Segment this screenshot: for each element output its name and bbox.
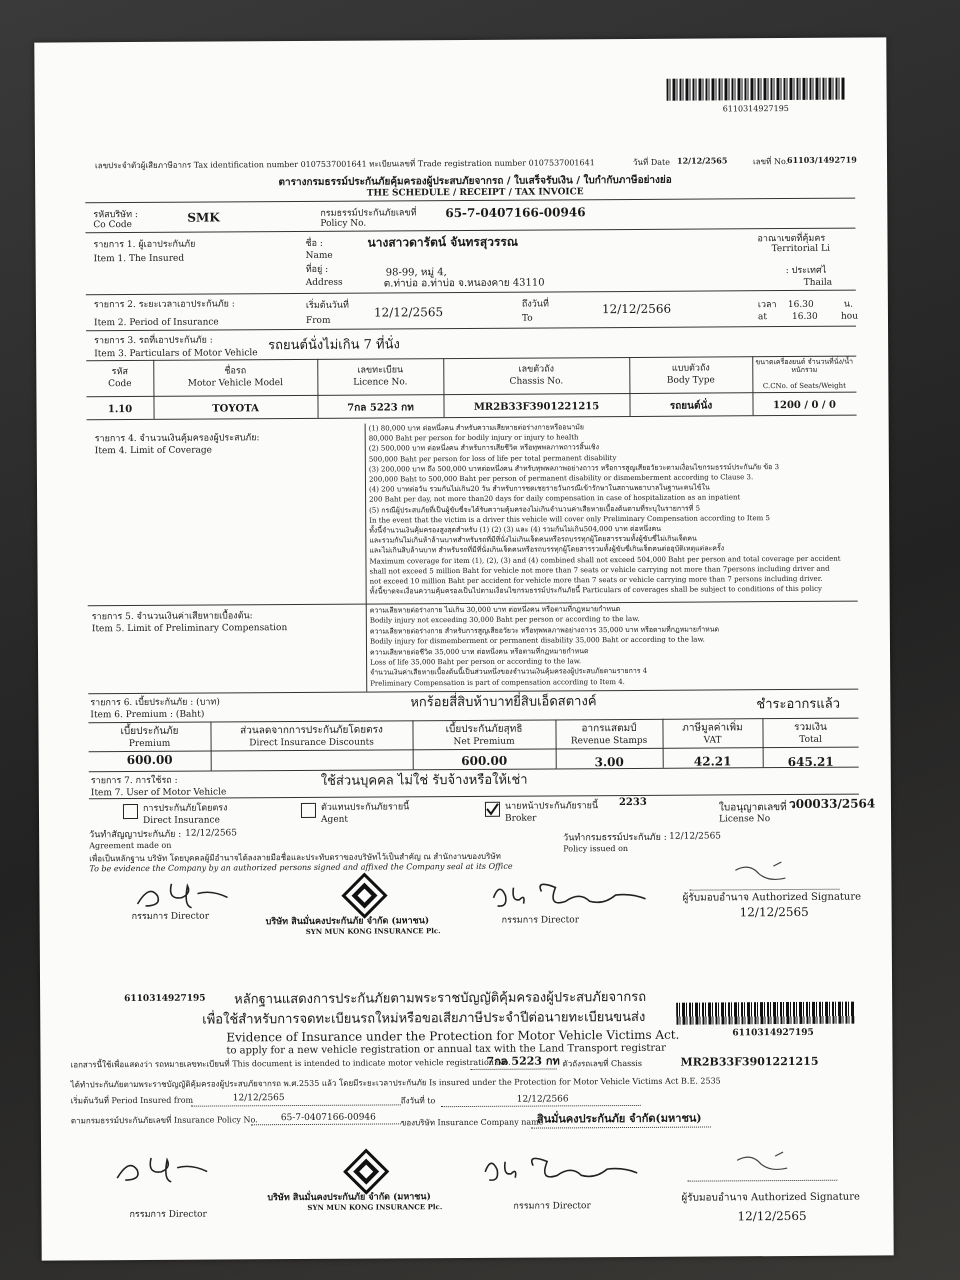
address-line2: ต.ท่าบ่อ อ.ท่าบ่อ จ.หนองคาย 43110 bbox=[383, 277, 545, 290]
coverage-line: In the event that the victim is a driver this vehicle will cover only Preliminary Compensation according to Item 5 bbox=[369, 513, 770, 525]
chassis-value: MR2B33F3901221215 bbox=[680, 1054, 819, 1069]
stamp-paid: ชำระอากรแล้ว bbox=[756, 696, 841, 713]
vh-licence-en: Licence No. bbox=[353, 377, 408, 388]
authorized-signature-2 bbox=[731, 1150, 801, 1176]
vr-cc: 1200 / 0 / 0 bbox=[772, 399, 837, 412]
address-line1: 98-99, หมู่ 4, bbox=[385, 267, 447, 279]
chassis-label: ตัวถังรถเลขที่ Chassis bbox=[562, 1058, 642, 1069]
authorized-date-1: 12/12/2565 bbox=[739, 904, 809, 920]
vh-model-en: Motor Vehicle Model bbox=[187, 378, 284, 389]
ph-discount-th: ส่วนลดจากการประกันภัยโดยตรง bbox=[240, 724, 383, 737]
vh-licence-th: เลขทะเบียน bbox=[357, 365, 404, 376]
to-value: 12/12/2566 bbox=[601, 301, 672, 317]
director-label-1: กรรมการ Director bbox=[131, 911, 210, 923]
evidence-title-en1: Evidence of Insurance under the Protection for Motor Vehicle Victims Act. bbox=[226, 1027, 680, 1045]
direct-th: การประกันภัยโดยตรง bbox=[142, 803, 228, 814]
prelim-line: จำนวนเงินค่าเสียหายเบื้องต้นนี้เป็นส่วนหนึ่งของจำนวนเงินคุ้มครองผู้ประสบภัยตามรายการ 4 bbox=[370, 667, 648, 678]
insured-item-th: รายการ 1. ผู้เอาประกันภัย bbox=[93, 239, 196, 251]
company-label: ของบริษัท Insurance Company name bbox=[400, 1117, 544, 1128]
prelim-line: Bodily injury not exceeding 30,000 Baht per person or according to the law. bbox=[369, 615, 640, 625]
agent-en: Agent bbox=[321, 814, 349, 825]
vh-code-en: Code bbox=[108, 379, 132, 390]
vr-chassis: MR2B33F3901221215 bbox=[473, 401, 600, 413]
vh-code-th: รหัส bbox=[111, 367, 128, 378]
agent-checkbox bbox=[301, 803, 316, 818]
pv-total: 645.21 bbox=[787, 754, 834, 770]
prelim-line: Bodily injury for dismemberment or permanent disability 35,000 Baht or according to the law. bbox=[369, 635, 705, 646]
issued-th: วันทำกรมธรรม์ประกันภัย : bbox=[563, 832, 667, 844]
made-en: Agreement made on bbox=[89, 840, 172, 851]
director-label-2: กรรมการ Director bbox=[501, 915, 580, 926]
prelim-line: Loss of life 35,000 Baht per person or according to the law. bbox=[370, 657, 582, 667]
company-name-th-1: บริษัท สินมั่นคงประกันภัย จำกัด (มหาชน) bbox=[265, 916, 430, 928]
coverage-line: (2) 500,000 บาท ต่อหนึ่งคน สำหรับการเสียชีวิต หรือทุพพลภาพถาวรสิ้นเชิง bbox=[368, 443, 600, 453]
evidence-th: เพื่อเป็นหลักฐาน บริษัท โดยบุคคลผู้มีอำนาจได้ลงลายมือชื่อและประทับตราของบริษัทไว้เป็นสำคัญ ณ สำนักงานของบริษัท bbox=[89, 851, 501, 864]
coverage-line: และรวมกันไม่เกินห้าล้านบาทสำหรับรถที่มีที่นั่งไม่เกินเจ็ดคนหรือรถบรรทุกผู้โดยสารรวมทั้งผู้ขับขี่ไม่เกินเจ็ดคน bbox=[369, 534, 697, 545]
checkmark-icon bbox=[485, 802, 500, 817]
barcode-number-top: 6110314927195 bbox=[722, 104, 789, 114]
company-name-en-1: SYN MUN KONG INSURANCE Plc. bbox=[305, 926, 441, 936]
policy-no-value: 65-7-0407166-00946 bbox=[445, 205, 586, 221]
made-value: 12/12/2565 bbox=[185, 828, 238, 839]
policy-label: ตามกรมธรรม์ประกันภัยเลขที่ Insurance Policy No. bbox=[70, 1115, 258, 1126]
co-code-en: Co Code bbox=[93, 220, 132, 231]
prelim-item-en: Item 5. Limit of Preliminary Compensation bbox=[91, 623, 288, 635]
authorized-date-2: 12/12/2565 bbox=[737, 1208, 807, 1224]
authorized-label-2: ผู้รับมอบอำนาจ Authorized Signature bbox=[681, 1191, 860, 1204]
license-value: ว00033/2564 bbox=[788, 796, 876, 812]
prelim-line: Preliminary Compensation is part of compensation according to Item 4. bbox=[370, 677, 625, 688]
authorized-signature bbox=[729, 860, 799, 886]
vehicle-item-th: รายการ 3. รถที่เอาประกันภัย : bbox=[94, 335, 213, 347]
prelim-line: ความเสียหายต่อร่างกาย ไม่เกิน 30,000 บาท ต่อหนึ่งคน หรือตามที่กฎหมายกำหนด bbox=[369, 605, 621, 615]
country-th: : ประเทศไ bbox=[785, 265, 827, 277]
ph-total-th: รวมเงิน bbox=[794, 721, 827, 733]
barcode-bottom bbox=[676, 1002, 854, 1025]
ph-premium-en: Premium bbox=[128, 738, 171, 750]
coverage-line: 80,000 Baht per person for bodily injury or injury to health bbox=[368, 433, 579, 443]
vh-chassis-en: Chassis No. bbox=[509, 376, 564, 387]
pv-net: 600.00 bbox=[461, 753, 508, 769]
ph-stamps-th: อากรแสตมป์ bbox=[581, 722, 637, 735]
to-th: ถึงวันที่ bbox=[521, 299, 549, 310]
time-value2: 16.30 bbox=[791, 311, 818, 322]
vr-code: 1.10 bbox=[107, 404, 133, 416]
agent-th: ตัวแทนประกันภัยรายนี้ bbox=[320, 802, 410, 813]
smk-diamond-logo-icon bbox=[341, 872, 387, 918]
vh-body-th: แบบตัวถัง bbox=[671, 363, 710, 374]
broker-checkbox bbox=[485, 802, 500, 817]
license-en: License No bbox=[719, 814, 771, 825]
address-th: ที่อยู่ : bbox=[305, 264, 329, 275]
evidence-policy-value: 65-7-0407166-00946 bbox=[280, 1112, 376, 1124]
vr-body: รถยนต์นั่ง bbox=[669, 400, 713, 412]
broker-th: นายหน้าประกันภัยรายนี้ bbox=[504, 801, 599, 812]
coverage-line: (3) 200,000 บาท ถึง 500,000 บาทต่อหนึ่งคน สำหรับทุพพลภาพอย่างถาวร หรือการสูญเสียอวัยวะตามเงื่อนไขกรมธรรม์ประกันภัย ข้อ 3 bbox=[368, 462, 780, 474]
name-en: Name bbox=[305, 250, 333, 261]
time-en: at bbox=[757, 312, 767, 323]
doc-no-label: เลขที่ No. bbox=[753, 157, 789, 167]
coverage-line: และไม่เกินสิบล้านบาท สำหรับรถที่มีที่นั่งเกินเจ็ดคนหรือรถบรรทุกผู้โดยสารรวมทั้งผู้ขับขี่เกินเจ็ดคนต่ออุบัติเหตุแต่ละครั้ง bbox=[369, 544, 725, 556]
coverage-line: shall not exceed 5 million Baht for vehicle not more than 7 seats or vehicle carrying not more than 7persons including driver and bbox=[369, 564, 830, 576]
director-signature-3 bbox=[111, 1149, 221, 1186]
from-label: เริ่มต้นวันที่ Period Insured from bbox=[70, 1095, 194, 1106]
vh-cc-en: C.CNo. of Seats/Weight bbox=[762, 381, 846, 391]
date-value: 12/12/2565 bbox=[676, 155, 728, 166]
coverage-lines bbox=[369, 421, 855, 597]
pv-discount bbox=[211, 752, 413, 753]
pv-premium: 600.00 bbox=[126, 752, 173, 768]
time-th: เวลา bbox=[757, 300, 777, 311]
policy-no-th: กรมธรรม์ประกันภัยเลขที่ bbox=[320, 208, 417, 219]
issued-value: 12/12/2565 bbox=[669, 831, 722, 842]
ph-net-en: Net Premium bbox=[453, 736, 515, 748]
insured-line: ได้ทำประกันภัยตามพระราชบัญญัติคุ้มครองผู้ประสบภัยจากรถ พ.ศ.2535 แล้ว โดยมีระยะเวลาประกันภัย Is insured under the Protection for Motor Vehicle Victims Act B.E. 2535 bbox=[70, 1076, 721, 1090]
coverage-line: not exceed 10 million Baht per accident for vehicle more than 7 seats or vehicle carrying more than 7 persons including driver. bbox=[369, 574, 823, 586]
ph-net-th: เบี้ยประกันภัยสุทธิ bbox=[445, 723, 523, 736]
prelim-line: ความเสียหายต่อชีวิต 35,000 บาท ต่อหนึ่งคน หรือตามที่กฎหมายกำหนด bbox=[369, 646, 589, 657]
use-item-en: Item 7. User of Motor Vehicle bbox=[90, 787, 227, 799]
broker-code: 2233 bbox=[618, 796, 647, 809]
title-en: THE SCHEDULE / RECEIPT / TAX INVOICE bbox=[366, 187, 584, 199]
amount-words: หกร้อยสี่สิบห้าบาทยี่สิบเอ็ดสตางค์ bbox=[410, 694, 597, 711]
country-en: Thaila bbox=[803, 277, 833, 288]
prelim-lines bbox=[370, 603, 855, 689]
ph-total-en: Total bbox=[799, 734, 822, 745]
reg-line: เอกสารนี้ใช้เพื่อแสดงว่า รถหมายเลขทะเบียนที่ This document is intended to indicate motor vehicle registration No. bbox=[70, 1057, 511, 1070]
coverage-item-en: Item 4. Limit of Coverage bbox=[94, 445, 212, 457]
evidence-to-value: 12/12/2566 bbox=[516, 1094, 569, 1105]
director-label-4: กรรมการ Director bbox=[513, 1201, 591, 1212]
vehicle-item-en: Item 3. Particulars of Motor Vehicle bbox=[94, 348, 258, 360]
evidence-company-value: สินมั่นคงประกันภัย จำกัด(มหาชน) bbox=[536, 1111, 702, 1126]
period-item-en: Item 2. Period of Insurance bbox=[93, 317, 219, 329]
smk-diamond-logo-icon bbox=[343, 1148, 389, 1194]
evidence-title-th2: เพื่อใช้สำหรับการจดทะเบียนรถใหม่หรือขอเสียภาษีประจำปีต่อนายทะเบียนขนส่ง bbox=[202, 1009, 646, 1028]
use-value: ใช้ส่วนบุคคล ไม่ใช่ รับจ้างหรือให้เช่า bbox=[320, 772, 528, 789]
co-code-value: SMK bbox=[187, 210, 220, 225]
coverage-line: 500,000 Baht per person for loss of life per total permanent disability bbox=[368, 453, 617, 464]
reg-value: 7กล 5223 กท bbox=[486, 1054, 560, 1068]
from-en: From bbox=[305, 315, 331, 326]
doc-no-value: 61103/1492719 bbox=[786, 154, 857, 166]
evidence-title-en2: to apply for a new vehicle registration or annual tax with the Land Transport registrar bbox=[226, 1042, 666, 1057]
ph-vat-en: VAT bbox=[703, 735, 722, 746]
period-item-th: รายการ 2. ระยะเวลาเอาประกันภัย : bbox=[93, 299, 235, 311]
title-th: ตารางกรมธรรม์ประกันภัยคุ้มครองผู้ประสบภัยจากรถ / ใบเสร็จรับเงิน / ใบกำกับภาษีอย่างย่อ bbox=[278, 174, 672, 189]
made-th: วันทำสัญญาประกันภัย : bbox=[89, 829, 182, 841]
evidence-en: To be evidence the Company by an authorized persons signed and affixed the Company seal at its Office bbox=[89, 861, 513, 874]
pv-stamps: 3.00 bbox=[594, 755, 624, 770]
coverage-line: Maximum coverage for item (1), (2), (3) and (4) combined shall not exceed 504,000 Baht per person and total coverage per accident bbox=[369, 554, 841, 566]
direct-en: Direct Insurance bbox=[143, 815, 220, 826]
policy-no-en: Policy No. bbox=[320, 218, 367, 229]
tax-id-line: เลขประจำตัวผู้เสียภาษีอากร Tax identification number 0107537001641 ทะเบียนเลขที่ Trade registration number 0107537001641 bbox=[95, 158, 595, 171]
name-th: ชื่อ : bbox=[305, 238, 323, 249]
vh-cc-th: ขนาดเครื่องยนต์ จำนวนที่นั่ง/น้ำหนักรวม bbox=[755, 357, 854, 374]
coverage-item-th: รายการ 4. จำนวนเงินคุ้มครองผู้ประสบภัย: bbox=[94, 433, 260, 445]
direct-checkbox bbox=[123, 804, 138, 819]
insurance-document bbox=[34, 37, 893, 1260]
hour-th: น. bbox=[843, 299, 853, 310]
barcode-top bbox=[667, 78, 845, 101]
broker-en: Broker bbox=[505, 813, 537, 824]
vehicle-type: รถยนต์นั่งไม่เกิน 7 ที่นั่ง bbox=[268, 337, 400, 354]
insured-name: นางสาวดารัตน์ จันทรสุวรรณ bbox=[367, 234, 518, 250]
company-name-en-2: SYN MUN KONG INSURANCE Plc. bbox=[307, 1202, 443, 1212]
ph-vat-th: ภาษีมูลค่าเพิ่ม bbox=[682, 722, 743, 734]
license-th: ใบอนุญาตเลขที่ bbox=[718, 802, 787, 814]
from-th: เริ่มต้นวันที่ bbox=[305, 300, 349, 311]
use-item-th: รายการ 7. การใช้รถ : bbox=[90, 775, 178, 787]
from-value: 12/12/2565 bbox=[373, 305, 444, 320]
director-signature-2 bbox=[485, 877, 655, 916]
hour-en: hou bbox=[840, 311, 859, 322]
address-en: Address bbox=[305, 277, 343, 288]
director-signature-4 bbox=[477, 1151, 647, 1190]
director-signature-1 bbox=[131, 875, 241, 912]
premium-item-th: รายการ 6. เบี้ยประกันภัย : (บาท) bbox=[90, 697, 220, 709]
time-value1: 16.30 bbox=[787, 299, 814, 311]
coverage-line: 200 Baht per day, not more than20 days for daily compensation in case of hospitalization as an inpatient bbox=[369, 493, 741, 504]
date-label: วันที่ Date bbox=[633, 157, 670, 167]
territorial-en: Territorial Li bbox=[771, 243, 830, 255]
ph-stamps-en: Revenue Stamps bbox=[570, 735, 648, 747]
vh-model-th: ชื่อรถ bbox=[224, 366, 247, 377]
ph-premium-th: เบี้ยประกันภัย bbox=[120, 725, 179, 738]
premium-item-en: Item 6. Premium : (Baht) bbox=[90, 709, 205, 721]
vr-model: TOYOTA bbox=[212, 403, 259, 415]
coverage-line: ทั้งนี้จำนวนเงินคุ้มครองสูงสุดสำหรับ (1) (2) (3) และ (4) รวมกันไม่เกิน504,000 บาท ต่อหนึ่งคน bbox=[369, 524, 662, 535]
vh-body-en: Body Type bbox=[666, 375, 715, 386]
evidence-title-th1: หลักฐานแสดงการประกันภัยตามพระราชบัญญัติคุ้มครองผู้ประสบภัยจากรถ bbox=[234, 989, 647, 1008]
issued-en: Policy issued on bbox=[563, 844, 629, 854]
territorial-th: อาณาเขตที่คุ้มคร bbox=[757, 233, 826, 245]
vr-licence: 7กล 5223 กท bbox=[347, 402, 414, 414]
prelim-item-th: รายการ 5. จำนวนเงินค่าเสียหายเบื้องต้น: bbox=[91, 611, 253, 623]
to-en: To bbox=[521, 313, 533, 324]
co-code-th: รหัสบริษัท : bbox=[93, 209, 138, 221]
vh-chassis-th: เลขตัวถัง bbox=[518, 364, 555, 375]
pv-vat: 42.21 bbox=[693, 754, 732, 769]
company-name-th-2: บริษัท สินมั่นคงประกันภัย จำกัด (มหาชน) bbox=[267, 1192, 431, 1204]
coverage-line: ทั้งนี้ขาดจะเงื่อนความคุ้มครองเป็นไปตามเงื่อนไขกรมธรรม์ประกันภัยนี้ Particulars of coverages shall be subject to conditions of this policy bbox=[369, 585, 822, 596]
director-label-3: กรรมการ Director bbox=[129, 1209, 207, 1221]
evidence-from-value: 12/12/2565 bbox=[232, 1093, 285, 1104]
to-label: ถึงวันที่ to bbox=[400, 1096, 436, 1106]
insured-item-en: Item 1. The Insured bbox=[93, 253, 185, 265]
evidence-barcode-left-number: 6110314927195 bbox=[124, 993, 206, 1005]
authorized-label-1: ผู้รับมอบอำนาจ Authorized Signature bbox=[682, 891, 862, 904]
coverage-line: (1) 80,000 บาท ต่อหนึ่งคน สำหรับความเสียหายต่อร่างกายหรืออนามัย bbox=[368, 423, 584, 433]
coverage-line: 200,000 Baht to 500,000 Baht per person of permanent disability or dismemberment according to Clause 3. bbox=[368, 473, 754, 484]
coverage-line: (4) 200 บาทต่อวัน รวมกันไม่เกิน20 วัน สำหรับการชดเชยรายวันกรณีเข้ารักษาในสถานพยาบาลในฐานะคนไข้ใน bbox=[369, 483, 710, 494]
evidence-barcode-right-number: 6110314927195 bbox=[732, 1027, 814, 1039]
coverage-line: (5) กรณีผู้ประสบภัยที่เป็นผู้ขับขี่จะได้รับความคุ้มครองไม่เกินจำนวนค่าเสียหายเบื้องต้นตามที่ระบุในรายการที่ 5 bbox=[369, 504, 701, 515]
prelim-line: ความเสียหายต่อร่างกาย สำหรับการสูญเสียอวัยวะ หรือทุพพลภาพอย่างถาวร 35,000 บาท หรือตามที่กฎหมายกำหนด bbox=[369, 625, 720, 636]
ph-discount-en: Direct Insurance Discounts bbox=[249, 737, 374, 749]
